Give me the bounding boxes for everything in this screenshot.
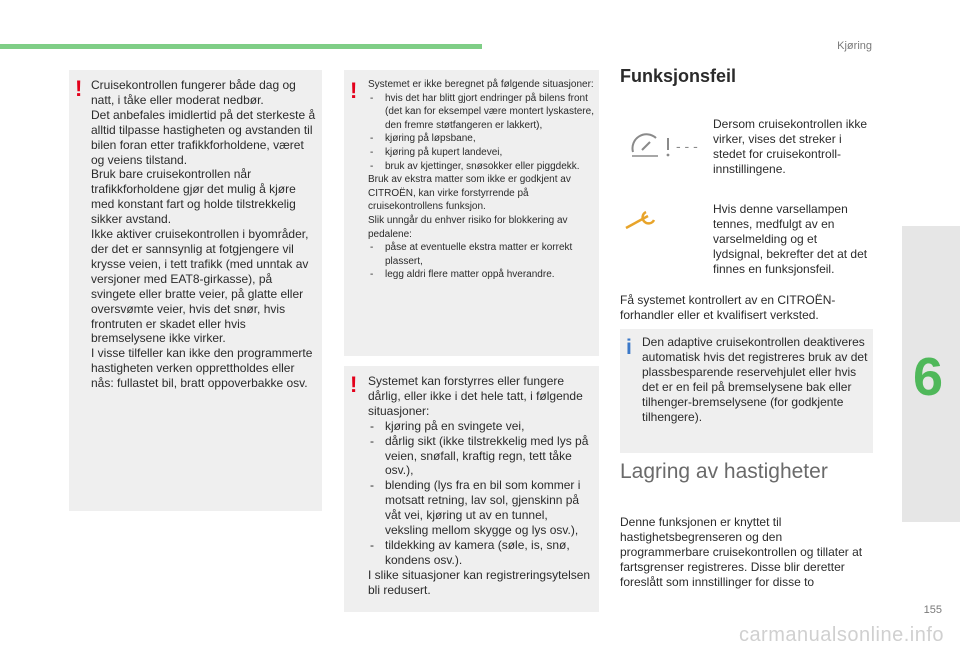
list-item: - kjøring på kupert landevei, [368, 146, 596, 160]
wrench-warning-icon [622, 206, 662, 232]
warning-box-limitations [344, 70, 599, 356]
warning-disturbance-content [368, 374, 594, 598]
storage-text: Denne funksjonen er knyttet til hastighetsbegrenseren og den programmerbare cruisekontrollen og tillater at fartsgrenser registreres. Disse blir deretter foreslått som innstillinger for disse to [620, 515, 863, 589]
cruise-fault-indicator [628, 130, 708, 162]
chapter-number: 6 [913, 347, 944, 407]
warning-box-general [69, 70, 322, 511]
warning-list [368, 241, 596, 282]
warning-box-disturbance [344, 366, 599, 612]
warning-list [368, 92, 596, 174]
warning-icon: ! [350, 78, 358, 103]
warning-intro: Systemet kan forstyrres eller fungere dårlig, eller ikke i det hele tatt, i følgende situasjoner: [368, 374, 583, 418]
warning-outro: I slike situasjoner kan registreringsytelsen bli redusert. [368, 567, 591, 597]
list-item: - tildekking av kamera (søle, is, snø, kondens osv.). [368, 538, 594, 568]
warning-list [368, 419, 594, 568]
list-item: - bruk av kjettinger, snøsokker eller piggdekk. [368, 160, 596, 174]
warning-icon: ! [350, 372, 358, 397]
warning-intro: Systemet er ikke beregnet på følgende situasjoner: [368, 79, 594, 90]
warning-text: Cruisekontrollen fungerer både dag og natt, i tåke eller moderat nedbør. Det anbefales imidlertid på det sterkeste å alltid tilpasse hastigheten og avstanden til bilen foran etter trafikkforholdene, været og veiens tilstand. Bruk bare cruisekontrollen når trafikkforholdene gjør det mulig å kjøre med konstant fart og holde tilstrekkelig sikker avstand. Ikke aktiver cruisekontrollen i byområder, der det er sannsynlig at fotgjengere vil krysse veien, i tett trafikk (med unntak av versjoner med EAT8-girkasse), på svingete eller bratte veier, på glatte eller oversvømte veier, hvis det snør, hvis frontruten er skadet eller hvis bremselysene ikke virker. I visse tilfeller kan ikke den programmerte hastigheten verken opprettholdes eller nås: fullastet bil, bratt oppoverbakke osv. [91, 78, 316, 391]
list-item: - påse at eventuelle ekstra matter er korrekt plassert, [368, 241, 596, 268]
info-icon: i [626, 336, 632, 359]
storage-heading: Lagring av hastigheter [620, 460, 828, 483]
info-box [620, 329, 873, 453]
list-item: - blending (lys fra en bil som kommer i motsatt retning, lav sol, gjenskinn på våt vei, kjøring ut av en tunnel, veksling mellom skygge og lys osv.), [368, 478, 594, 538]
warning-middle: Bruk av ekstra matter som ikke er godkjent av CITROËN, kan virke forstyrrende på cruisekontrollens funksjon. Slik unngår du enhver risiko for blokkering av pedalene: [368, 174, 571, 240]
list-item: - kjøring på løpsbane, [368, 132, 596, 146]
info-text: Den adaptive cruisekontrollen deaktiveres automatisk hvis det registreres bruk av det plassbesparende reservehjulet eller hvis det er en feil på bremselysene bak eller tilhenger-bremselysene (for godkjente tilhengere). [642, 335, 868, 424]
page-number: 155 [923, 604, 942, 616]
fault-check-text: Få systemet kontrollert av en CITROËN-forhandler eller et kvalifisert verksted. [620, 293, 836, 322]
list-item: - legg aldri flere matter oppå hverandre. [368, 268, 596, 282]
chapter-tab [902, 226, 960, 522]
list-item: - dårlig sikt (ikke tilstrekkelig med lys på veien, snøfall, kraftig regn, tett tåke osv.), [368, 434, 594, 479]
header-accent-bar [0, 44, 482, 49]
watermark: carmanualsonline.info [738, 624, 944, 646]
section-label: Kjøring [837, 40, 872, 52]
warning-limitations-content [368, 78, 596, 282]
fault-text-2: Hvis denne varsellampen tennes, medfulgt av en varselmelding og et lydsignal, bekrefter det at det finnes en funksjonsfeil. [713, 202, 868, 276]
fault-text-1: Dersom cruisekontrollen ikke virker, vises det streker i stedet for cruisekontroll-innstillingene. [713, 117, 868, 176]
fault-heading: Funksjonsfeil [620, 66, 737, 86]
list-item: - kjøring på en svingete vei, [368, 419, 594, 434]
dash-placeholder: - - - [676, 138, 698, 154]
warning-icon: ! [75, 76, 83, 101]
list-item: - hvis det har blitt gjort endringer på bilens front (det kan for eksempel være montert lyskastere, den fremre støtfangeren er lakkert), [368, 92, 596, 133]
